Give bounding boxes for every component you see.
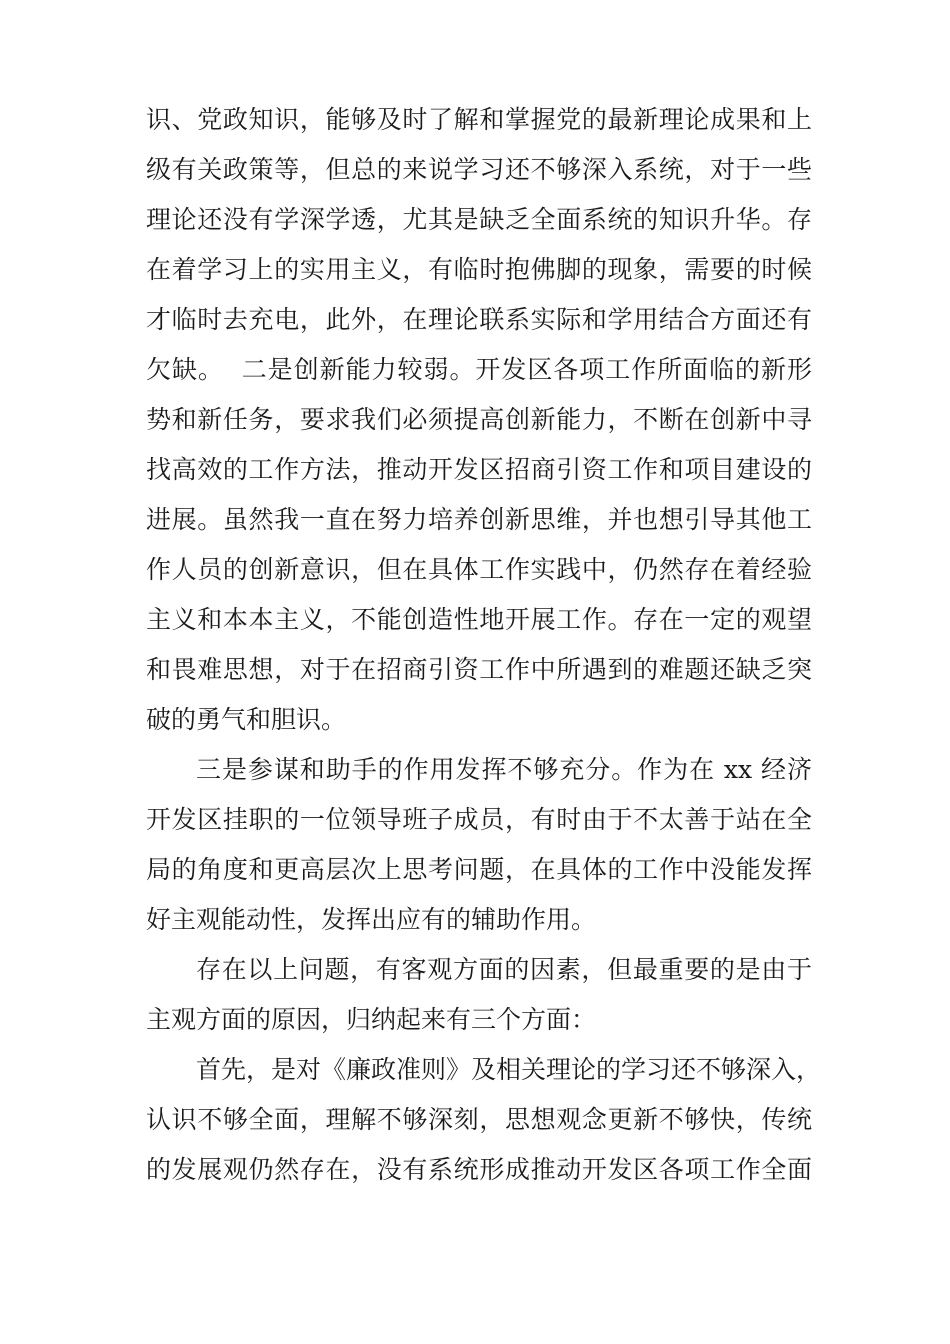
body-line-12: 和畏难思想，对于在招商引资工作中所遇到的难题还缺乏突 xyxy=(146,655,812,684)
body-line-5: 才临时去充电，此外，在理论联系实际和学用结合方面还有 xyxy=(146,305,812,334)
body-line-10: 作人员的创新意识，但在具体工作实践中，仍然存在着经验 xyxy=(146,555,812,584)
body-line-11: 主义和本本主义，不能创造性地开展工作。存在一定的观望 xyxy=(146,605,812,634)
body-line-7: 势和新任务，要求我们必须提高创新能力，不断在创新中寻 xyxy=(146,405,812,434)
body-line-17: 好主观能动性，发挥出应有的辅助作用。 xyxy=(146,905,597,934)
body-line-9: 进展。虽然我一直在努力培养创新思维，并也想引导其他工 xyxy=(146,505,812,534)
body-line-18: 存在以上问题，有客观方面的因素，但最重要的是由于 xyxy=(196,955,812,984)
body-line-14: 三是参谋和助手的作用发挥不够充分。作为在 xx 经济 xyxy=(196,755,812,784)
body-line-16: 局的角度和更高层次上思考问题，在具体的工作中没能发挥 xyxy=(146,855,812,884)
body-line-19: 主观方面的原因，归纳起来有三个方面： xyxy=(146,1005,597,1034)
body-line-8: 找高效的工作方法，推动开发区招商引资工作和项目建设的 xyxy=(146,455,812,484)
body-line-21: 认识不够全面，理解不够深刻，思想观念更新不够快，传统 xyxy=(146,1105,812,1134)
body-line-6: 欠缺。 二是创新能力较弱。开发区各项工作所面临的新形 xyxy=(146,355,812,384)
body-line-1: 识、党政知识，能够及时了解和掌握党的最新理论成果和上 xyxy=(146,105,812,134)
body-line-20: 首先，是对《廉政准则》及相关理论的学习还不够深入， xyxy=(196,1055,822,1084)
body-line-3: 理论还没有学深学透，尤其是缺乏全面系统的知识升华。存 xyxy=(146,205,812,234)
body-line-4: 在着学习上的实用主义，有临时抱佛脚的现象，需要的时候 xyxy=(146,255,812,284)
body-line-13: 破的勇气和胆识。 xyxy=(146,705,347,734)
body-line-22: 的发展观仍然存在，没有系统形成推动开发区各项工作全面 xyxy=(146,1155,812,1184)
body-line-2: 级有关政策等，但总的来说学习还不够深入系统，对于一些 xyxy=(146,155,812,184)
body-line-15: 开发区挂职的一位领导班子成员，有时由于不太善于站在全 xyxy=(146,805,812,834)
